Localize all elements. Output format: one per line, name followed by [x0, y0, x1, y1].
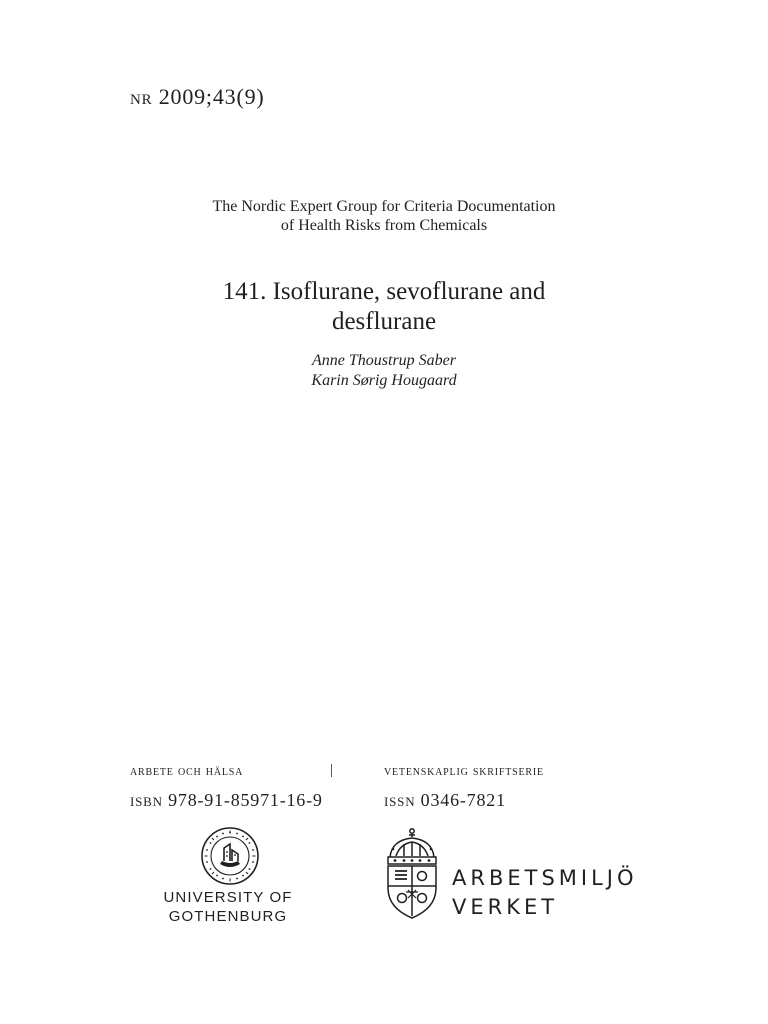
university-name-line-1: UNIVERSITY OF	[163, 889, 293, 906]
title-line-1: 141. Isoflurane, sevoflurane and	[222, 278, 546, 305]
author-2: Karin Sørig Hougaard	[311, 372, 457, 389]
organization-line-1: The Nordic Expert Group for Criteria Documentation	[212, 198, 556, 215]
author-list	[0, 351, 768, 391]
footer-divider: |	[330, 762, 334, 778]
agency-name-line-1: ARBETSMILJÖ	[452, 866, 638, 890]
issue-number: nr 2009;43(9)	[130, 84, 265, 109]
agency-crest-icon	[382, 826, 442, 926]
organization-name	[0, 197, 768, 235]
isbn-number: isbn 978-91-85971-16-9	[130, 790, 323, 810]
university-seal-icon	[200, 826, 260, 886]
university-name	[130, 888, 326, 926]
series-name: arbete och hälsa	[130, 764, 244, 779]
agency-name	[452, 864, 638, 922]
document-title	[0, 277, 768, 337]
title-line-2: desflurane	[331, 308, 437, 335]
agency-name-line-2: VERKET	[452, 895, 559, 919]
university-name-line-2: GOTHENBURG	[168, 908, 288, 925]
issn-number: issn 0346-7821	[384, 790, 506, 810]
series-type: vetenskaplig skriftserie	[384, 764, 544, 779]
organization-line-2: of Health Risks from Chemicals	[280, 217, 488, 234]
author-1: Anne Thoustrup Saber	[312, 352, 456, 369]
